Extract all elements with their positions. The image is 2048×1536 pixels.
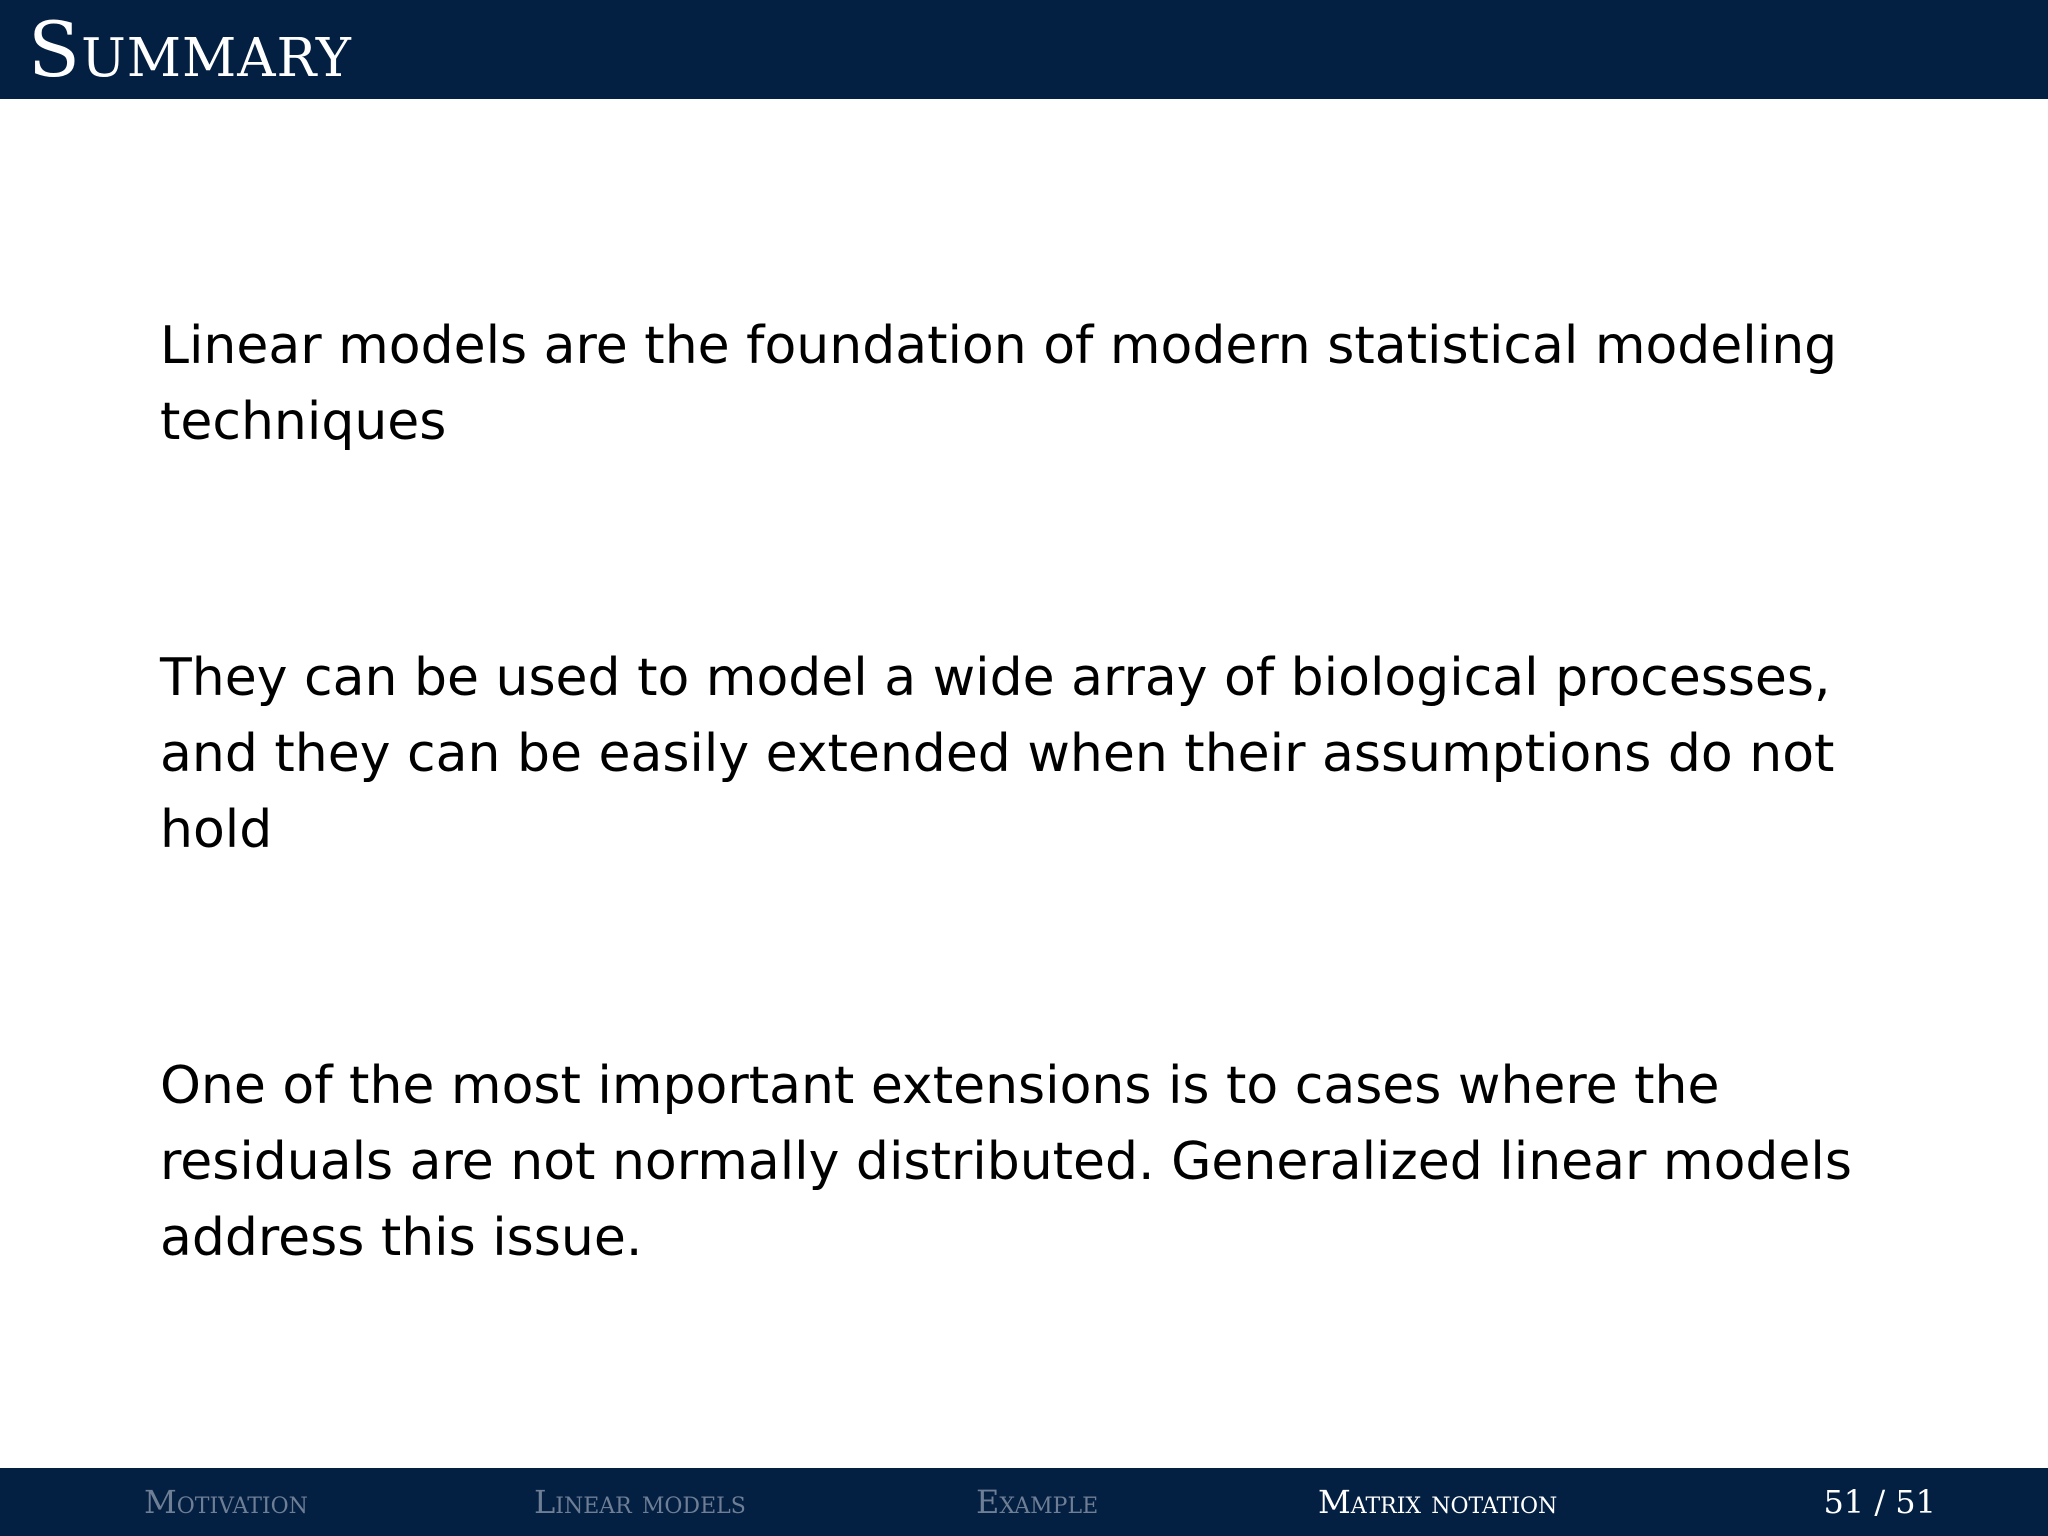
- page-number: 51 / 51: [1823, 1483, 1936, 1521]
- slide-body: [160, 308, 1940, 1276]
- nav-section-example[interactable]: Example: [976, 1483, 1099, 1521]
- nav-section-motivation[interactable]: Motivation: [144, 1483, 308, 1521]
- navigation-footer: [0, 1468, 2048, 1536]
- slide-title: Summary: [28, 5, 352, 94]
- nav-section-linear-models[interactable]: Linear models: [534, 1483, 746, 1521]
- summary-paragraph-3: One of the most important extensions is to cases where the residuals are not normally distributed. Generalized linear models address this issue.: [160, 1056, 1852, 1268]
- nav-section-matrix-notation[interactable]: Matrix notation: [1318, 1483, 1558, 1521]
- summary-paragraph-2: They can be used to model a wide array of biological processes, and they can be easily extended when their assumptions do not hold: [160, 648, 1835, 860]
- slide-header: [0, 0, 2048, 99]
- summary-paragraph-1: Linear models are the foundation of modern statistical modeling techniques: [160, 316, 1838, 452]
